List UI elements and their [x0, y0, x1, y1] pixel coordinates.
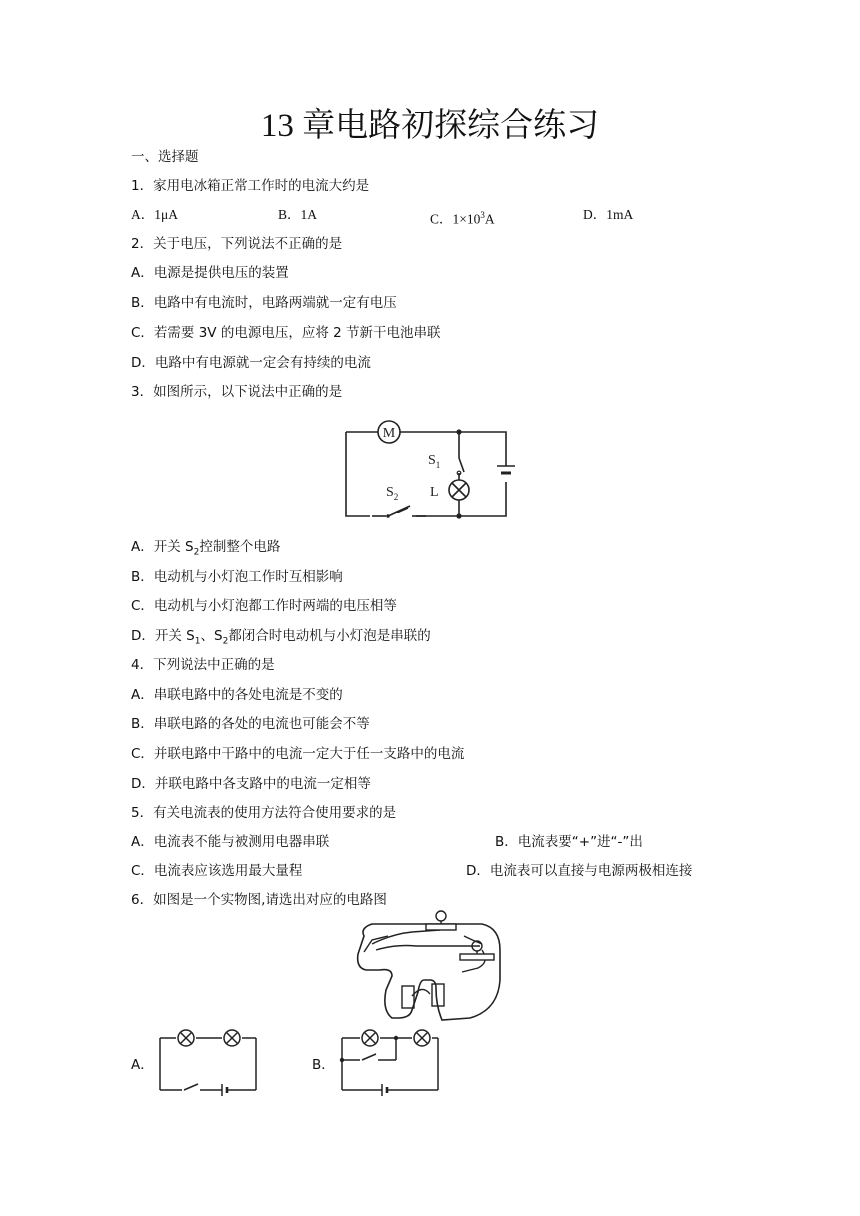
q3-option-c: C．电动机与小灯泡都工作时两端的电压相等: [131, 598, 397, 614]
q4-option-a: A．串联电路中的各处电流是不变的: [131, 687, 343, 703]
q4-option-d: D．并联电路中各支路中的电流一定相等: [131, 776, 371, 792]
q1-stem: 1．家用电冰箱正常工作时的电流大约是: [131, 178, 370, 194]
q3-option-a: A．开关 $S_2$控制整个电路: [131, 539, 281, 558]
q6-option-b-circuit: [338, 1028, 442, 1098]
q3-option-d: D．开关 $S_1$、$S_2$都闭合时电动机与小灯泡是串联的: [131, 628, 431, 647]
q4-stem: 4．下列说法中正确的是: [131, 657, 275, 673]
q6-stem: 6．如图是一个实物图,请选出对应的电路图: [131, 892, 387, 908]
q1-option-b: B．1A: [278, 207, 318, 222]
q5-option-c: C．电流表应该选用最大量程: [131, 863, 303, 879]
q6-physical-circuit-picture: [352, 910, 508, 1024]
q5-option-b: B．电流表要“+”进“-”出: [495, 834, 643, 850]
q2-option-d: D．电路中有电源就一定会有持续的电流: [131, 355, 371, 371]
q6-option-a-label: A．: [131, 1057, 154, 1073]
q4-option-c: C．并联电路中干路中的电流一定大于任一支路中的电流: [131, 746, 465, 762]
q3-stem: 3．如图所示，以下说法中正确的是: [131, 384, 343, 400]
q2-option-a: A．电源是提供电压的装置: [131, 265, 289, 281]
q5-option-a: A．电流表不能与被测用电器串联: [131, 834, 330, 850]
q1-option-c: C．$1\times 10^3A$: [430, 210, 495, 227]
q2-option-b: B．电路中有电流时，电路两端就一定有电压: [131, 295, 397, 311]
q6-option-a-circuit: [156, 1028, 260, 1098]
q4-option-b: B．串联电路的各处的电流也可能会不等: [131, 716, 370, 732]
q6-option-b-label: B．: [312, 1057, 335, 1073]
s2-label: $S_2$: [386, 485, 399, 502]
motor-label: M: [382, 426, 396, 441]
q2-option-c: C．若需要 3V 的电源电压，应将 2 节新干电池串联: [131, 325, 441, 341]
q1-option-a: A．1μA: [131, 207, 178, 222]
q5-option-d: D．电流表可以直接与电源两极相连接: [466, 863, 693, 879]
lamp-label: L: [430, 485, 439, 500]
q5-stem: 5．有关电流表的使用方法符合使用要求的是: [131, 805, 397, 821]
section-heading: 一、选择题: [131, 149, 199, 165]
page-title: 13 章电路初探综合练习: [260, 108, 600, 144]
q2-stem: 2．关于电压，下列说法不正确的是: [131, 236, 343, 252]
s1-label: $S_1$: [428, 453, 441, 470]
q3-circuit-diagram: [342, 420, 514, 524]
q3-option-b: B．电动机与小灯泡工作时互相影响: [131, 569, 343, 585]
q1-option-d: D．1mA: [583, 207, 634, 222]
